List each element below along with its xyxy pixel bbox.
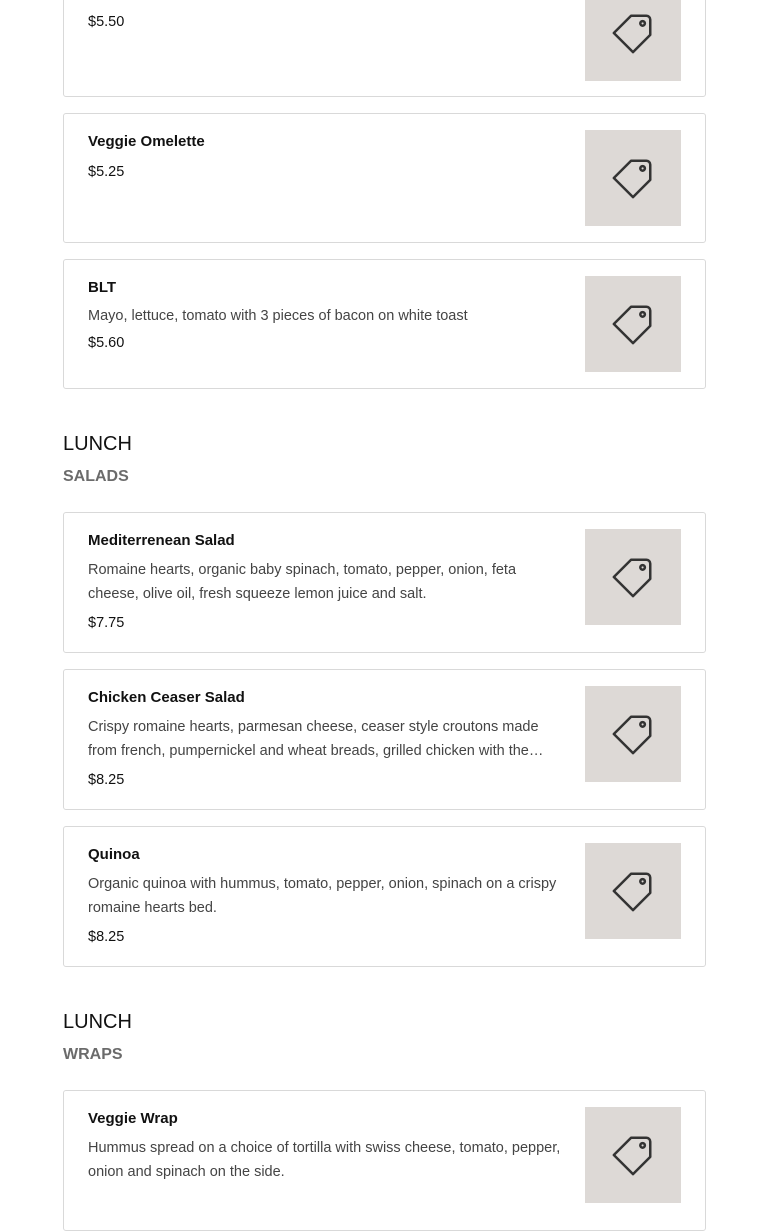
- item-thumbnail: [585, 0, 681, 81]
- price-tag-icon: [610, 10, 656, 56]
- item-name: [88, 0, 570, 1]
- item-thumbnail: [585, 276, 681, 372]
- section-title: LUNCH: [63, 433, 132, 455]
- section-subtitle: WRAPS: [63, 1046, 123, 1063]
- menu-item-card[interactable]: [63, 669, 706, 810]
- item-name: Veggie Omelette: [88, 133, 205, 150]
- price-tag-icon: [610, 1132, 656, 1178]
- item-thumbnail: [585, 843, 681, 939]
- item-description: Mayo, lettuce, tomato with 3 pieces of bacon on white toast: [88, 308, 468, 324]
- menu-item-card[interactable]: [63, 512, 706, 653]
- item-description: Hummus spread on a choice of tortilla with swiss cheese, tomato, pepper, onion and spinach on the side.: [88, 1140, 561, 1180]
- item-name: BLT: [88, 279, 117, 296]
- item-description: Romaine hearts, organic baby spinach, tomato, pepper, onion, feta cheese, olive oil, fresh squeeze lemon juice and salt.: [88, 562, 517, 602]
- item-price: $5.50: [88, 14, 125, 30]
- menu-item-card[interactable]: [63, 0, 706, 97]
- item-price: $8.25: [88, 929, 125, 945]
- section-subtitle: SALADS: [63, 468, 129, 485]
- item-description: Crispy romaine hearts, parmesan cheese, ceaser style croutons made from french, pumpernickel and wheat breads, grilled chicken with the: [88, 719, 539, 759]
- item-description: Organic quinoa with hummus, tomato, pepper, onion, spinach on a crispy romaine hearts bed.: [88, 876, 557, 916]
- item-thumbnail: [585, 529, 681, 625]
- item-thumbnail: [585, 130, 681, 226]
- item-name: Veggie Wrap: [88, 1110, 178, 1127]
- menu-item-card[interactable]: [63, 259, 706, 389]
- price-tag-icon: [610, 711, 656, 757]
- item-price: $5.25: [88, 164, 125, 180]
- item-price: $5.60: [88, 335, 125, 351]
- item-thumbnail: [585, 686, 681, 782]
- price-tag-icon: [610, 301, 656, 347]
- item-price: $7.75: [88, 615, 125, 631]
- section-title: LUNCH: [63, 1011, 132, 1033]
- menu-item-card[interactable]: [63, 113, 706, 243]
- item-thumbnail: [585, 1107, 681, 1203]
- item-price: $8.25: [88, 772, 125, 788]
- item-name: Mediterrenean Salad: [88, 532, 235, 549]
- price-tag-icon: [610, 155, 656, 201]
- menu-item-card[interactable]: [63, 1090, 706, 1231]
- item-name: Chicken Ceaser Salad: [88, 689, 245, 706]
- menu-item-card[interactable]: [63, 826, 706, 967]
- item-name: Quinoa: [88, 846, 140, 863]
- price-tag-icon: [610, 554, 656, 600]
- price-tag-icon: [610, 868, 656, 914]
